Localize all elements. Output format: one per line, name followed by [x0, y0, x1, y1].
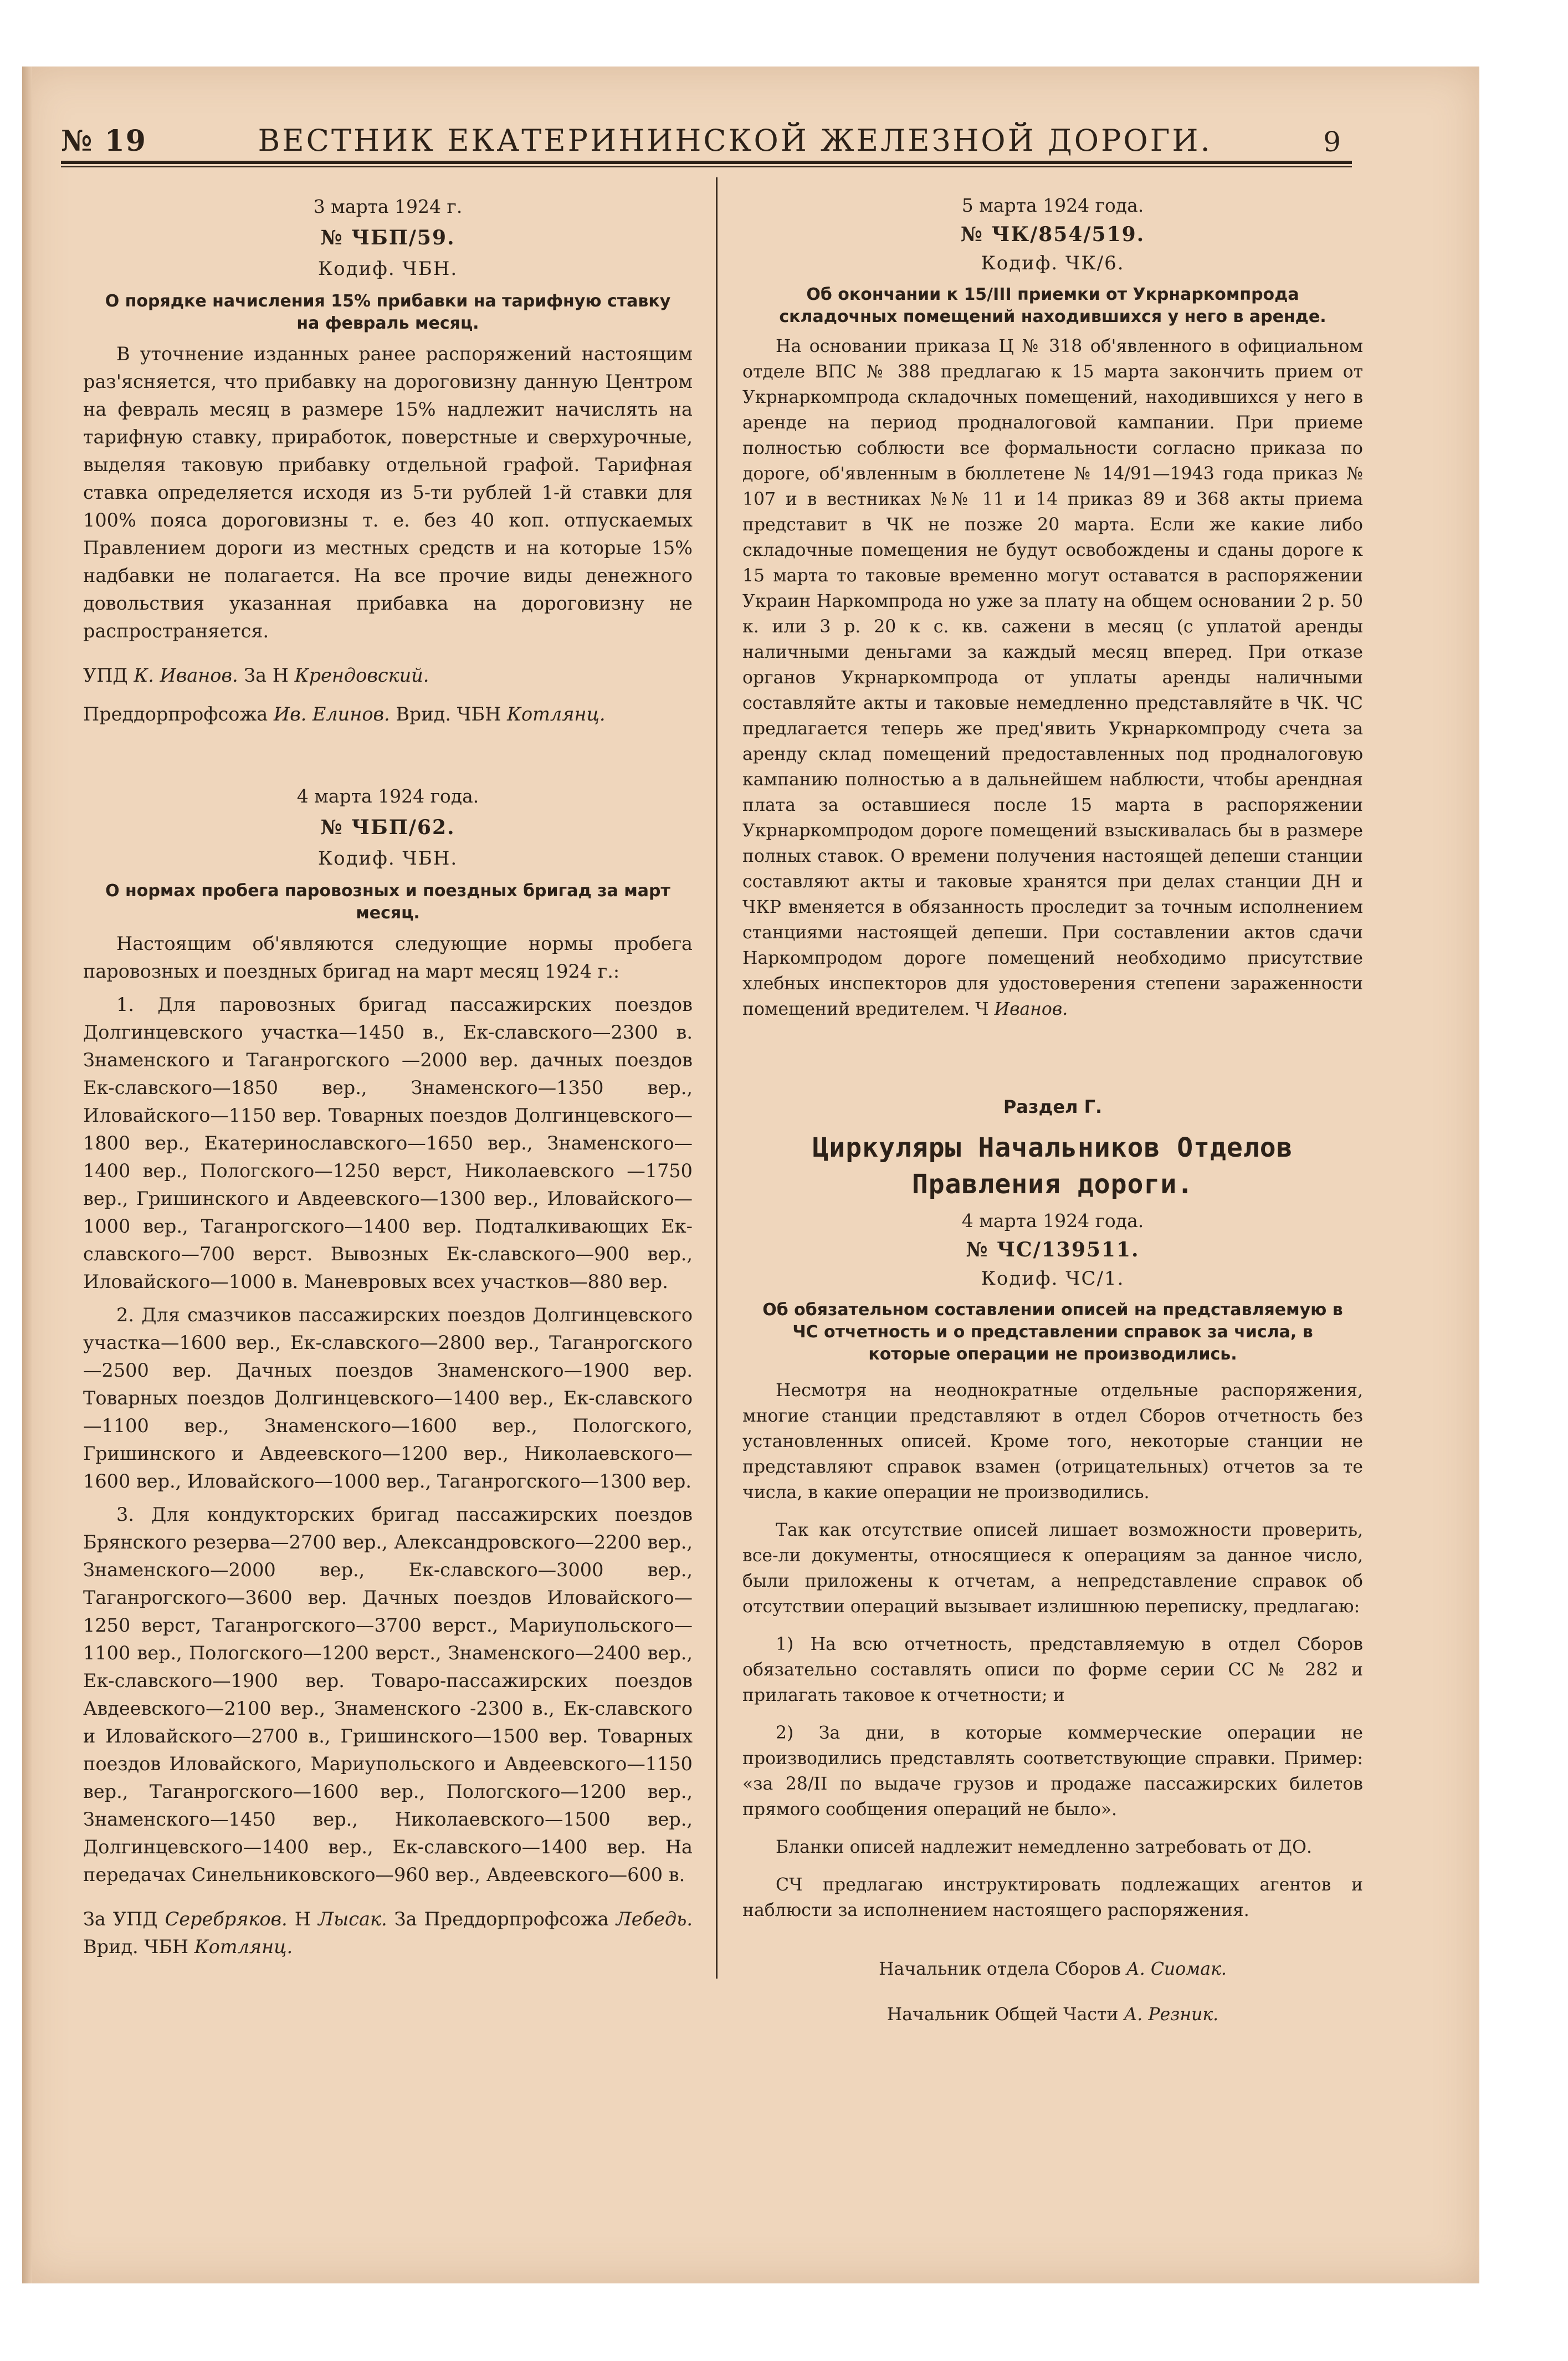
signature-name: Котлянц. — [194, 1936, 293, 1958]
signature-line — [742, 1956, 1363, 1982]
signature-name: К. Иванов. — [134, 665, 238, 686]
order-body-text: На основании приказа Ц № 318 об'явленного в официальном отделе ВПС № 388 предлагаю к 15 марта закончить прием от Укрнаркомпрода складочных помещений, находившихся у него в аренде на период продналоговой кампании. При приеме полностью соблюсти все формальности согласно приказа по дороге, об'явленным в бюллетене № 14/91—1943 года приказ № 107 и в вестниках №№ 11 и 14 приказ 89 и 368 акты приема представит в ЧК не позже 20 марта. Если же какие либо складочные помещения не будут освобождены и сданы дороге к 15 марта то таковые временно могут оставатся в распоряжении Украин Наркомпрода но уже за плату на общем основании 2 р. 50 к. или 3 р. 20 к с. кв. сажени в месяц (с уплатой аренды наличными деньгами за каждый месяц вперед. При отказе органов Укрнаркомпрода от уплаты аренды наличными составляйте акты и таковые немедленно представляйте в ЧК. ЧС предлагается теперь же пред'явить Укрнаркомпроду счета за аренду склад помещений предоставленных под продналоговую кампанию полностью а в дальнейшем наблюсти, чтобы арендная плата за оставшиеся после 15 марта в распоряжении Укрнаркомпродом дороге помещений взыскивалась бы в размере полных ставок. О времени получения настоящей депеши станции составляют акты и таковые хранятся при делах станции ДН и ЧКР вменяется в обязанность проследит за точным исполнением станциями настоящей депеши. При составлении актов сдачи Наркомпродом дороге помещений необходимо присутствие хлебных инспекторов для удостоверения степени зараженности помещений вредителем. — [742, 336, 1363, 1019]
signature-role: За УПД — [83, 1908, 158, 1930]
codification: Кодиф. ЧС/1. — [981, 1268, 1125, 1290]
signature-line — [83, 1905, 693, 1961]
signature-role: Н — [294, 1908, 311, 1930]
section-title: Циркуляры Начальников Отделов Правления дороги. — [812, 1132, 1293, 1200]
publication-title: ВЕСТНИК ЕКАТЕРИНИНСКОЙ ЖЕЛЕЗНОЙ ДОРОГИ. — [258, 123, 1212, 158]
page-number: 9 — [1323, 126, 1341, 158]
order-heading: Об обязательном составлении описей на представляемую в ЧС отчетность и о представлении справок за числа, в которые операции не производились. — [762, 1300, 1343, 1364]
left-column — [83, 188, 693, 1961]
order-heading: Об окончании к 15/III приемки от Укрнаркомпрода складочных помещений находившихся у него в аренде. — [779, 285, 1326, 326]
column-divider — [716, 177, 718, 1979]
signature-role: Начальник отдела Сборов — [879, 1959, 1121, 1979]
order-number: № ЧК/854/519. — [960, 223, 1145, 246]
signature-name: Серебряков. — [165, 1908, 288, 1930]
signature-name: Котлянц. — [507, 703, 606, 725]
signature-role: УПД — [83, 665, 128, 686]
codification: Кодиф. ЧБН. — [317, 847, 458, 870]
signature-role: Ч — [975, 999, 989, 1019]
page-header — [61, 108, 1352, 158]
order-date: 4 марта 1924 года. — [961, 1210, 1144, 1231]
signature-name: Ив. Елинов. — [273, 703, 390, 725]
signature-role: За Преддорпрофсожа — [394, 1908, 609, 1930]
order-paragraph: СЧ предлагаю инструктировать подлежащих агентов и наблюсти за исполнением настоящего распоряжения. — [742, 1875, 1363, 1920]
issue-number: № 19 — [61, 124, 147, 158]
signature-name: Иванов. — [994, 999, 1068, 1019]
order-paragraph: 2) За дни, в которые коммерческие операции не производились представлять соответствующие справки. Пример: «за 28/II по выдаче грузов и продаже пассажирских билетов прямого сообщения операций не было». — [742, 1723, 1363, 1820]
codification: Кодиф. ЧБН. — [317, 258, 458, 280]
order-heading: О порядке начисления 15% прибавки на тарифную ставку на февраль месяц. — [105, 292, 671, 333]
section-label: Раздел Г. — [1003, 1096, 1103, 1117]
order-intro: Настоящим об'являются следующие нормы пробега паровозных и поездных бригад на март месяц 1924 г.: — [83, 933, 693, 982]
order-number: № ЧБП/62. — [320, 816, 455, 839]
signature-line — [83, 662, 693, 689]
page-gutter — [22, 67, 32, 2283]
order-paragraph: 2. Для смазчиков пассажирских поездов Долгинцевского участка—1600 вер., Ек-славского—2800 вер., Таганрогского—2500 вер. Дачных поездов Знаменского—1900 вер. Товарных поездов Долгинцевского—1400 вер., Ек-славского—1100 вер., Знаменского—1600 вер., Пологского, Гришинского и Авдеевского—1200 вер., Николаевского—1600 вер., Иловайского—1000 вер., Таганрогского—1300 вер. — [83, 1304, 693, 1492]
signature-line — [742, 2002, 1363, 2027]
order-date: 5 марта 1924 года. — [961, 195, 1144, 216]
order-paragraph: Несмотря на неоднократные отдельные распоряжения, многие станции представляют в отдел Сборов отчетность без установленных описей. Кроме того, некоторые станции не представляют справок взамен (отрицательных) отчетов за те числа, в какие операции не производились. — [742, 1381, 1363, 1503]
right-column — [742, 188, 1363, 2027]
order-body: В уточнение изданных ранее распоряжений настоящим раз'ясняется, что прибавку на дороговизну данную Центром на февраль месяц в размере 15% надлежит начислять на тарифную ставку, приработок, поверстные и сверхурочные, выделяя таковую прибавку отдельной графой. Тарифная ставка определяется исходя из 5-ти рублей 1-й ставки для 100% пояса дороговизны т. е. без 40 коп. отпускаемых Правлением дороги из местных средств и на которые 15% надбавки не полагается. На все прочие виды денежного довольствия указанная прибавка на дороговизну не распространяется. — [83, 343, 693, 642]
codification: Кодиф. ЧК/6. — [981, 252, 1125, 274]
order-paragraph: 3. Для кондукторских бригад пассажирских поездов Брянского резерва—2700 вер., Александровского—2200 вер., Знаменского—2000 вер., Ек-славского—3000 вер., Таганрогского—3600 вер. Дачных поездов Иловайского—1250 верст, Таганрогского—3700 верст., Мариупольского—1100 вер., Пологского—1200 верст., Знаменского—2400 вер., Ек-славского—1900 вер. Товаро-пассажирских поездов Авдеевского—2100 вер., Знаменского -2300 в., Ек-славского и Иловайского—2700 в., Гришинского—1500 вер. Товарных поездов Иловайского, Мариупольского и Авдеевского—1150 вер., Таганрогского—1600 вер., Пологского—1200 вер., Знаменского—1450 вер., Николаевского—1500 вер., Долгинцевского—1400 вер., Ек-славского—1400 вер. На передачах Синельниковского—960 вер., Авдеевского—600 в. — [83, 1504, 693, 1885]
signature-name: А. Сиомак. — [1126, 1959, 1227, 1979]
signature-line — [83, 701, 693, 728]
header-rule-thin — [61, 166, 1352, 167]
order-heading: О нормах пробега паровозных и поездных бригад за март месяц. — [105, 881, 670, 923]
order-paragraph: 1) На всю отчетность, представляемую в отдел Сборов обязательно составлять описи по форме серии СС № 282 и прилагать таковое к отчетности; и — [742, 1634, 1363, 1705]
header-rule — [61, 161, 1352, 164]
order-date: 4 марта 1924 года. — [296, 785, 479, 807]
order-number: № ЧС/139511. — [966, 1238, 1140, 1261]
order-paragraph: 1. Для паровозных бригад пассажирских поездов Долгинцевского участка—1450 в., Ек-славского—2300 в. Знаменского и Таганрогского —2000 вер. дачных поездов Ек-славского—1850 вер., Знаменского—1350 вер., Иловайского—1150 вер. Товарных поездов Долгинцевского—1800 вер., Екатеринославского—1650 вер., Знаменского—1400 вер., Пологского—1250 верст, Николаевского —1750 вер., Гришинского и Авдеевского—1300 вер., Иловайского—1000 вер., Таганрогского—1400 вер. Подталкивающих Ек-славского—700 верст. Вывозных Ек-славского—900 вер., Иловайского—1000 в. Маневровых всех участков—880 вер. — [83, 994, 693, 1292]
signature-role: Врид. ЧБН — [83, 1936, 189, 1958]
order-date: 3 марта 1924 г. — [313, 196, 463, 217]
signature-role: Врид. ЧБН — [396, 703, 501, 725]
signature-role: За Н — [244, 665, 289, 686]
signature-name: А. Резник. — [1124, 2005, 1219, 2025]
order-paragraph: Бланки описей надлежит немедленно затребовать от ДО. — [776, 1837, 1312, 1857]
order-body — [742, 334, 1363, 1022]
signature-name: Крендовский. — [294, 665, 429, 686]
signature-name: Лебедь. — [616, 1908, 693, 1930]
signature-name: Лысак. — [317, 1908, 387, 1930]
order-paragraph: Так как отсутствие описей лишает возможности проверить, все-ли документы, относящиеся к операциям за данное число, были приложены к отчетам, а непредставление справок об отсутствии операций вызывает излишнюю переписку, предлагаю: — [742, 1520, 1363, 1617]
signature-role: Начальник Общей Части — [887, 2005, 1119, 2025]
signature-role: Преддорпрофсожа — [83, 703, 268, 725]
order-number: № ЧБП/59. — [320, 226, 455, 249]
